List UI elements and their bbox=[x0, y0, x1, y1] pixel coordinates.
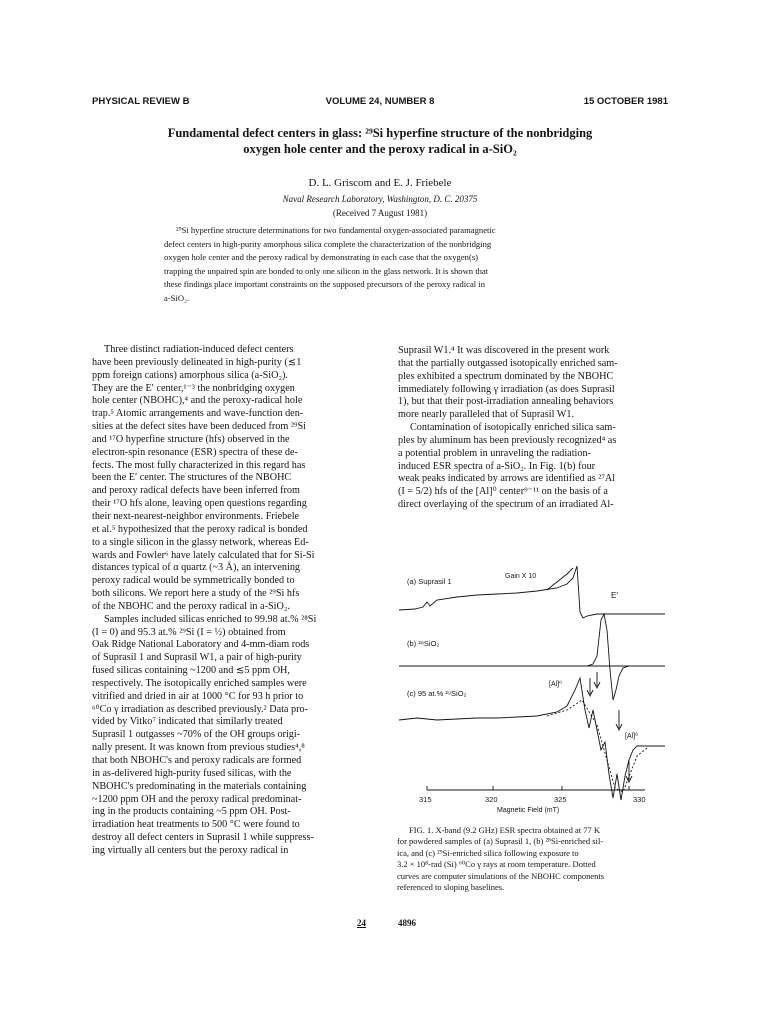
document-number: 4896 bbox=[398, 918, 416, 928]
text-line: Contamination of isotopically enriched silica sam- bbox=[410, 422, 616, 434]
text-line: have been previously delineated in high-purity (≲1 bbox=[92, 356, 302, 368]
text-line: ing in the products containing ~5 ppm OH. Post- bbox=[92, 806, 291, 818]
trace-c-dotted bbox=[547, 700, 647, 792]
text-line: Suprasil 1 outgasses ~70% of the OH groups origi- bbox=[92, 729, 301, 741]
caption-line: 3.2 × 10⁸-rad (Si) ⁶⁰Co γ rays at room temperature. Dotted bbox=[397, 859, 596, 870]
text-line: immediately following γ irradiation (as does Suprasil bbox=[398, 383, 615, 395]
al-label: [Al]⁰ bbox=[549, 681, 562, 688]
abstract-line: a-SiO₂. bbox=[164, 292, 190, 303]
text-line: induced ESR spectra of a-SiO₂. In Fig. 1(b) four bbox=[398, 460, 596, 472]
abstract bbox=[164, 224, 594, 306]
trace-b-curve bbox=[587, 614, 629, 700]
text-line: that the partially outgassed isotopically enriched sam- bbox=[398, 357, 618, 369]
caption-line: referenced to sloping baselines. bbox=[397, 882, 505, 893]
al-arrow bbox=[594, 672, 600, 688]
x-tick-label: 320 bbox=[485, 795, 498, 804]
figure-1 bbox=[397, 560, 669, 820]
issue-date: 15 OCTOBER 1981 bbox=[583, 96, 668, 107]
text-line: weak peaks indicated by arrows are identified as ²⁷Al bbox=[398, 473, 616, 485]
text-line: ples exhibited a spectrum dominated by the NBOHC bbox=[398, 370, 614, 382]
x-tick-label: 315 bbox=[419, 795, 432, 804]
text-line: sities at the defect sites have been deduced from ²⁹Si bbox=[92, 421, 306, 433]
caption-line: curves are computer simulations of the NBOHC components bbox=[397, 870, 605, 881]
trace-b-label: (b) ²⁸SiO₂ bbox=[407, 639, 440, 648]
gain-label: Gain X 10 bbox=[505, 573, 537, 580]
text-line: ~1200 ppm OH and the peroxy radical predominat- bbox=[92, 793, 302, 805]
text-line: vided by Vitko⁷ indicated that similarly treated bbox=[92, 716, 283, 728]
al-arrow bbox=[587, 678, 593, 696]
title-line: Fundamental defect centers in glass: ²⁹Si hyperfine structure of the nonbridging bbox=[167, 126, 593, 140]
text-line: ing virtually all centers but the peroxy radical in bbox=[92, 844, 289, 856]
text-line: ppm foreign cations) amorphous silica (a-SiO₂). bbox=[92, 369, 288, 381]
figure-caption bbox=[397, 825, 669, 893]
text-line: destroy all defect centers in Suprasil 1 while suppress- bbox=[92, 832, 314, 844]
affiliation: Naval Research Laboratory, Washington, D. C. 20375 bbox=[282, 194, 478, 204]
text-line: trap.⁵ Atomic arrangements and wave-function den- bbox=[92, 408, 304, 420]
text-line: and peroxy radical defects have been inferred from bbox=[92, 485, 300, 497]
text-line: both silicons. We report here a study of the ²⁹Si hfs bbox=[92, 588, 300, 600]
text-line: nally present. It was known from previous studies⁴,⁸ bbox=[92, 742, 305, 754]
text-line: vitrified and dried in air at 1000 °C for 93 h prior to bbox=[92, 690, 304, 702]
al-arrow bbox=[616, 710, 622, 730]
text-line: their next-nearest-neighbor environments. Friebele bbox=[92, 510, 300, 522]
text-line: in as-delivered high-purity fused silicas, with the bbox=[92, 767, 292, 779]
abstract-line: trapping the unpaired spin are bonded to only one silicon in the glass network. It is shown that bbox=[164, 265, 489, 276]
text-line: Suprasil W1.⁴ It was discovered in the present work bbox=[398, 345, 610, 356]
text-line: Samples included silicas enriched to 99.98 at.% ²⁸Si bbox=[104, 613, 317, 625]
text-line: that both NBOHC's and peroxy radicals are formed bbox=[92, 755, 302, 766]
text-line: irradiation heat treatments to 500 °C were found to bbox=[92, 819, 300, 831]
left-column bbox=[92, 344, 372, 858]
text-line: 1), but that their post-irradiation annealing behaviors bbox=[398, 396, 614, 408]
running-header bbox=[92, 96, 668, 110]
x-tick-label: 325 bbox=[554, 795, 567, 804]
text-line: direct overlaying of the spectrum of an irradiated Al- bbox=[398, 499, 614, 511]
text-line: fects. The most fully characterized in this regard has bbox=[92, 459, 306, 471]
text-line: to a single silicon in the glassy network, whereas Ed- bbox=[92, 536, 309, 548]
trace-c-label: (c) 95 at.% ²⁹SiO₂ bbox=[407, 689, 467, 698]
text-line: peroxy radical would be symmetrically bonded to bbox=[92, 575, 295, 587]
text-line: and ¹⁷O hyperfine structure (hfs) observed in the bbox=[92, 433, 290, 445]
text-line: ⁶⁰Co γ irradiation as described previously.² Data pro- bbox=[92, 703, 308, 715]
text-line: of Suprasil 1 and Suprasil W1, a pair of high-purity bbox=[92, 652, 302, 664]
abstract-line: defect centers in high-purity amorphous silica complete the characterization of the nonbridging bbox=[164, 238, 492, 249]
text-line: more nearly paralleled that of Suprasil W1. bbox=[398, 409, 575, 421]
x-tick-label: 330 bbox=[633, 795, 646, 804]
text-line: Three distinct radiation-induced defect centers bbox=[104, 344, 294, 355]
text-line: electron-spin resonance (ESR) spectra of these de- bbox=[92, 446, 298, 458]
abstract-line: oxygen hole center and the peroxy radical by demonstrating in each case that the oxygen(s) bbox=[164, 252, 479, 263]
abstract-line: ²⁹Si hyperfine structure determinations for two fundamental oxygen-associated paramagnetic bbox=[176, 225, 496, 235]
text-line: fused silicas containing ~1200 and ≲5 ppm OH, bbox=[92, 665, 290, 677]
caption-line: ica, and (c) ²⁹Si-enriched silica following exposure to bbox=[397, 847, 579, 858]
volume-number: VOLUME 24, NUMBER 8 bbox=[325, 96, 435, 107]
text-line: of the NBOHC and the peroxy radical in a-SiO₂. bbox=[92, 600, 290, 612]
text-line: Oak Ridge National Laboratory and 4-mm-diam rods bbox=[92, 639, 310, 651]
text-line: a potential problem in unraveling the radiation- bbox=[398, 447, 591, 459]
text-line: (I = 5/2) hfs of the [Al]⁰ center⁹⁻¹¹ on the basis of a bbox=[398, 486, 608, 498]
text-line: (I = 0) and 95.3 at.% ²⁹Si (I = ½) obtained from bbox=[92, 626, 286, 638]
text-line: They are the E′ center,¹⁻³ the nonbridging oxygen bbox=[92, 382, 295, 394]
paper-title bbox=[90, 125, 670, 157]
e-prime-label: E′ bbox=[611, 591, 618, 600]
abstract-line: these findings place important constraints on the supposed precursors of the peroxy radical in bbox=[164, 279, 485, 290]
title-line: oxygen hole center and the peroxy radical in a-SiO₂ bbox=[243, 142, 517, 156]
text-line: wards and Fowler⁶ have lately calculated that for Si-Si bbox=[92, 549, 315, 561]
al-label: [Al]⁰ bbox=[625, 733, 638, 740]
journal-name: PHYSICAL REVIEW B bbox=[92, 96, 190, 107]
text-line: been the E′ center. The structures of the NBOHC bbox=[92, 472, 292, 484]
text-line: distances typical of α quartz (~3 Å), an intervening bbox=[92, 562, 301, 574]
caption-line: for powdered samples of (a) Suprasil 1, (b) ²⁸Si-enriched sil- bbox=[397, 836, 604, 847]
trace-a-label: (a) Suprasil 1 bbox=[407, 577, 452, 586]
text-line: ples by aluminum has been previously recognized⁴ as bbox=[398, 434, 617, 446]
text-line: et al.⁵ hypothesized that the peroxy radical is bonded bbox=[92, 523, 308, 535]
text-line: their ¹⁷O hfs alone, leaving open questions regarding bbox=[92, 498, 307, 510]
text-line: NBOHC's predominating in the materials containing bbox=[92, 780, 307, 792]
text-line: hole center (NBOHC),⁴ and the peroxy-radical hole bbox=[92, 395, 303, 407]
text-line: respectively. The isotopically enriched samples were bbox=[92, 677, 307, 689]
received-date: (Received 7 August 1981) bbox=[332, 208, 428, 218]
page-number: 24 bbox=[357, 918, 366, 928]
right-column bbox=[398, 345, 670, 512]
authors: D. L. Griscom and E. J. Friebele bbox=[308, 177, 452, 189]
caption-line: FIG. 1. X-band (9.2 GHz) ESR spectra obtained at 77 K bbox=[409, 825, 600, 835]
esr-spectra-plot bbox=[397, 560, 669, 820]
x-axis-label: Magnetic Field (mT) bbox=[497, 807, 560, 814]
